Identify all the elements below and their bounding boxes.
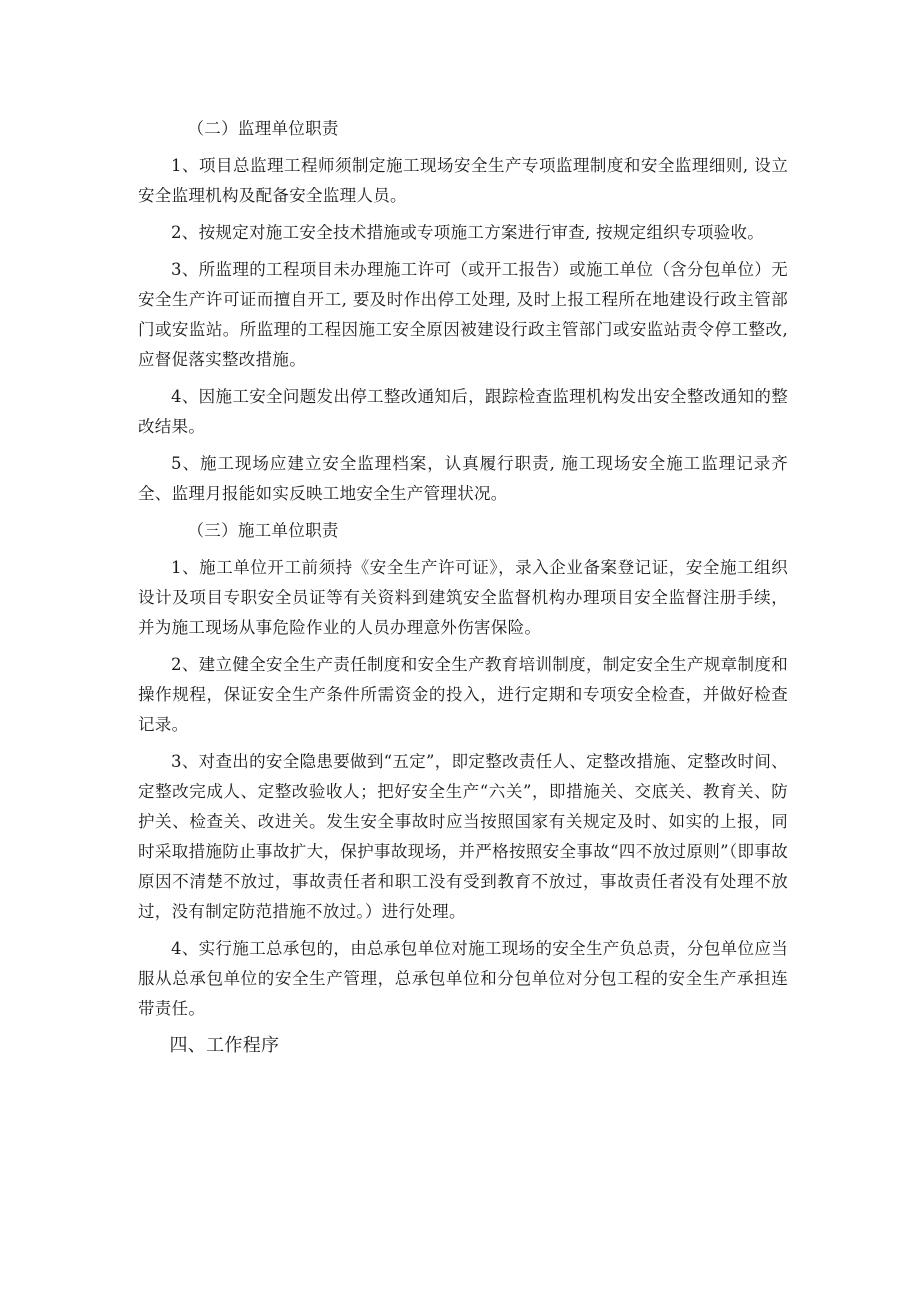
subsection-heading-supervision: （二）监理单位职责	[187, 119, 339, 138]
supervision-item-5: 5、施工现场应建立安全监理档案，认真履行职责, 施工现场安全施工监理记录齐全、监理月报能如实反映工地安全生产管理状况。	[138, 454, 788, 503]
supervision-item-1: 1、项目总监理工程师须制定施工现场安全生产专项监理制度和安全监理细则, 设立安全监理机构及配备安全监理人员。	[138, 156, 788, 205]
construction-item-4: 4、实行施工总承包的，由总承包单位对施工现场的安全生产负总责，分包单位应当服从总承包单位的安全生产管理，总承包单位和分包单位对分包工程的安全生产承担连带责任。	[138, 939, 788, 1018]
supervision-item-2: 2、按规定对施工安全技术措施或专项施工方案进行审查, 按规定组织专项验收。	[171, 223, 765, 242]
subsection-heading-construction: （三）施工单位职责	[187, 521, 339, 540]
supervision-item-3: 3、所监理的工程项目未办理施工许可（或开工报告）或施工单位（含分包单位）无安全生产许可证而擅自开工, 要及时作出停工处理, 及时上报工程所在地建设行政主管部门或安监站。所监理的工程因施工安全原因被建设行政主管部门或安监站责令停工整改, 应督促落实整改措施。	[138, 260, 788, 369]
construction-item-1: 1、施工单位开工前须持《安全生产许可证》，录入企业备案登记证，安全施工组织设计及项目专职安全员证等有关资料到建筑安全监督机构办理项目安全监督注册手续，并为施工现场从事危险作业的人员办理意外伤害保险。	[138, 558, 788, 637]
supervision-item-4: 4、因施工安全问题发出停工整改通知后，跟踪检查监理机构发出安全整改通知的整改结果。	[138, 387, 788, 436]
section-heading-procedure: 四、工作程序	[169, 1035, 280, 1056]
document-body	[138, 114, 788, 1068]
construction-item-3: 3、对查出的安全隐患要做到“五定”，即定整改责任人、定整改措施、定整改时间、定整改完成人、定整改验收人；把好安全生产“六关”，即措施关、交底关、教育关、防护关、检查关、改进关。发生安全事故时应当按照国家有关规定及时、如实的上报，同时采取措施防止事故扩大，保护事故现场，并严格按照安全事故“四不放过原则”（即事故原因不清楚不放过，事故责任者和职工没有受到教育不放过，事故责任者没有处理不放过，没有制定防范措施不放过。）进行处理。	[138, 752, 788, 921]
construction-item-2: 2、建立健全安全生产责任制度和安全生产教育培训制度，制定安全生产规章制度和操作规程，保证安全生产条件所需资金的投入，进行定期和专项安全检查，并做好检查记录。	[138, 655, 788, 734]
